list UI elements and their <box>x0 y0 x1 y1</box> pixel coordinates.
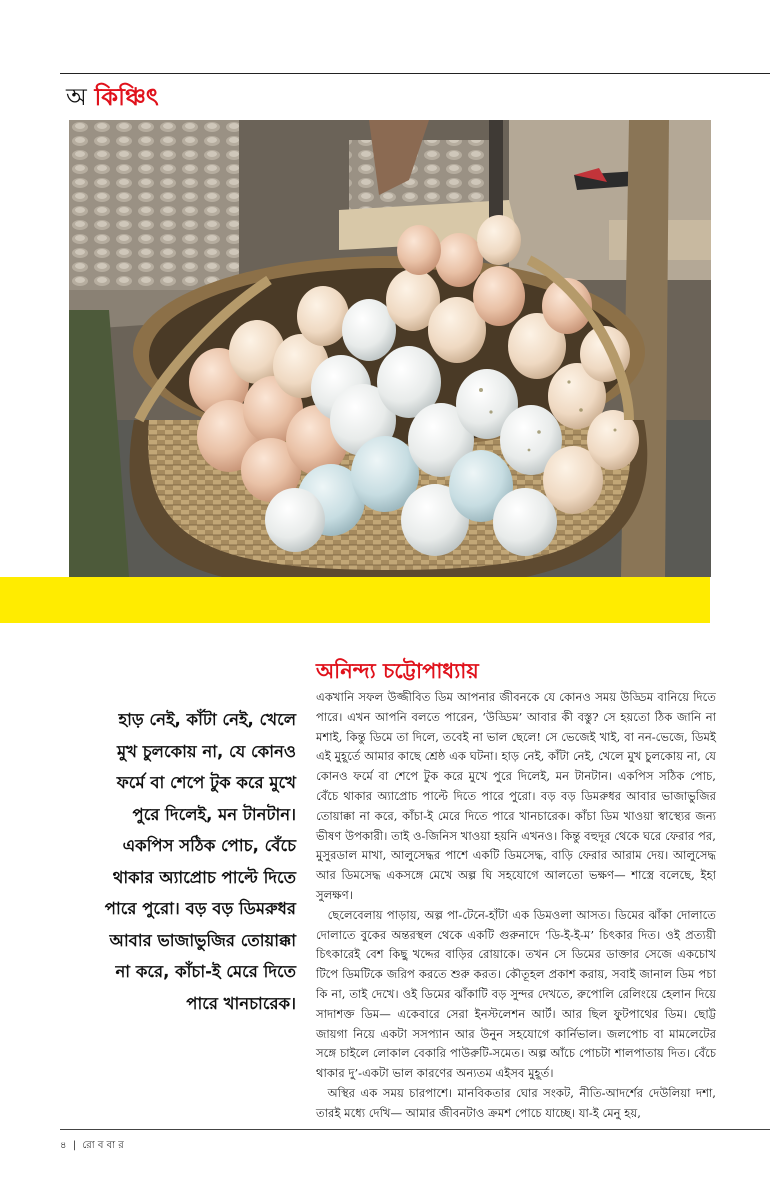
page-footer <box>60 1138 124 1155</box>
article-paragraph: একখানি সফল উজ্জীবিত ডিম আপনার জীবনকে যে কোনও সময় উড্ডিম বানিয়ে দিতে পারে। এখন আপনি বলতে পারেন, ‘উড্ডিম’ আবার কী বস্তু? সে হয়তো ঠিক জানি না মশাই, কিন্তু ডিমে তা দিলে, তবেই না ভাল ছেলে! সে ভেজেই খাই, বা নন-ভেজে, ডিমই এই মুহূর্তে আমার কাছে শ্রেষ্ঠ এক ঘটনা। হাড় নেই, কাঁটা নেই, খেলে মুখ চুলকোয় না, যে কোনও ফর্মে বা শেপে টুক করে মুখে পুরে দিলেই, মন টানটান। একপিস সঠিক পোচ, বেঁচে থাকার অ্যাপ্রোচ পাল্টে দিতে পারে পুরো। বড় বড় ডিমরুধর আবার ভাজাভুজির তোয়াক্কা না করে, কাঁচা-ই মেরে দিতে পারে খানচারেক। কাঁচা ডিম খাওয়া স্বাস্থ্যের জন্য ভীষণ উপকারী। তাই ও-জিনিস খাওয়া হয়নি এখনও। কিন্তু বহুদূর থেকে ঘরে ফেরার পর, মুসুরডাল মাখা, আলুসেদ্ধর পাশে একটি ডিমসেদ্ধ, বাড়ি ফেরার আরাম দেয়। আলুসেদ্ধ আর ডিমসেদ্ধ একসঙ্গে মেখে অল্প ঘি সহযোগে আলতো ভক্ষণ— শাস্ত্রে বলেছে, ইহা সুলক্ষণ। <box>316 690 716 902</box>
author-byline: অনিন্দ্য চট্টোপাধ্যায় <box>316 658 479 683</box>
article-paragraph: অস্থির এক সময় চারপাশে। মানবিকতার ঘোর সংকট, নীতি-আদর্শের দেউলিয়া দশা, তারই মধ্যে দেখি— আমার জীবনটাও ক্রমশ পোচে যাচ্ছে। যা-ই মেনু হয়, <box>316 1085 716 1120</box>
pull-quote: হাড় নেই, কাঁটা নেই, খেলে মুখ চুলকোয় না, যে কোনও ফর্মে বা শেপে টুক করে মুখে পুরে দিলেই, মন টানটান। একপিস সঠিক পোচ, বেঁচে থাকার অ্যাপ্রোচ পাল্টে দিতে পারে পুরো। বড় বড় ডিমরুধর আবার ভাজাভুজির তোয়াক্কা না করে, কাঁচা-ই মেরে দিতে পারে খানচারেক। <box>104 710 296 1013</box>
yellow-accent-band <box>0 577 710 623</box>
section-title: কিঞ্চিৎ <box>94 83 159 111</box>
article-body <box>316 688 716 1124</box>
article-paragraph: ছেলেবেলায় পাড়ায়, অল্প পা-টেনে-হাঁটা এক ডিমওলা আসত। ডিমের ঝাঁকা দোলাতে দোলাতে বুকের অন্তরস্থল থেকে একটি গুরুনাদে ‘ডি-ই-ই-ম’ চিৎকার দিত। ওই প্রত্যয়ী চিৎকারেই বেশ কিছু খদ্দের বাড়ির রোয়াকে। তখন সে ডিমের ডাক্তার সেজে একচোখ টিপে ডিমটিকে জরিপ করতে শুরু করত। কৌতূহল প্রকাশ করায়, সবাই জানাল ডিম পচা কি না, তাই দেখে। ওই ডিমের ঝাঁকাটি বড় সুন্দর দেখতে, রুপোলি রেলিংয়ে হেলান দিয়ে সাদাশক্ত ডিম— একেবারে সেরা ইনস্টলেশন আর্ট। আর ছিল ফুটপাথের ডিম। ছোট্ট জায়গা নিয়ে একটা সসপ্যান আর উনুন সহযোগে কার্নিভাল। জলপোচ বা মামলেটের সঙ্গে চাইলে লোকাল বেকারি পাউরুটি-সমেত। অল্প আঁচে পোচটা শালপাতায় দিত। বেঁচে থাকার দু’-একটা ভাল কারণের অন্যতম এইসব মুহূর্ত। <box>316 907 716 1081</box>
section-header <box>66 82 159 112</box>
section-prefix: অ <box>66 83 87 111</box>
footer-rule <box>60 1129 770 1130</box>
egg-basket-photo <box>69 120 711 577</box>
footer-separator: | <box>72 1140 77 1151</box>
header-rule <box>60 73 770 74</box>
publication-name: রো ব বা র <box>82 1140 124 1151</box>
page-number: ৪ <box>60 1140 67 1151</box>
